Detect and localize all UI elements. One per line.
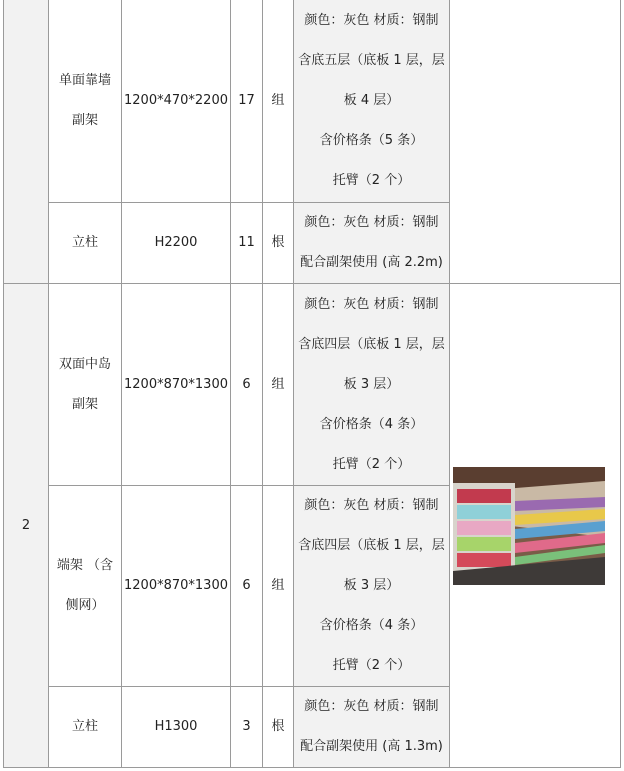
qty-cell: 3 <box>231 687 263 768</box>
size-cell: H1300 <box>122 687 231 768</box>
spec-line: 颜色：灰色 材质：钢制 <box>304 699 439 714</box>
spec-line: 含底四层（底板 1 层，层 <box>298 336 445 352</box>
item-name-cell <box>49 687 122 768</box>
qty-cell: 6 <box>231 486 263 687</box>
shelf-photo-art <box>453 467 605 585</box>
spec-line: 托臂（2 个） <box>332 456 411 472</box>
spec-table <box>3 0 621 768</box>
unit-cell: 根 <box>263 687 294 768</box>
shelf-photo <box>453 467 605 585</box>
item-name-line: 双面中岛 <box>58 356 111 372</box>
qty-cell: 6 <box>231 284 263 486</box>
table-row <box>4 284 621 486</box>
spec-line: 颜色：灰色 材质：钢制 <box>304 215 439 230</box>
size-cell: H2200 <box>122 203 231 284</box>
photo-cell <box>450 284 621 768</box>
item-name-cell <box>49 284 122 486</box>
qty-cell: 17 <box>231 0 263 203</box>
spec-line: 含价格条（4 条） <box>319 618 424 633</box>
item-name-line: 端架 （含 <box>56 558 114 573</box>
item-name-line: 立柱 <box>71 719 98 734</box>
spec-line: 含底五层（底板 1 层，层 <box>298 53 445 68</box>
spec-line: 颜色：灰色 材质：钢制 <box>304 296 439 312</box>
size-cell: 1200*870*1300 <box>122 486 231 687</box>
item-name-line: 单面靠墙 <box>58 73 111 88</box>
spec-line: 托臂（2 个） <box>332 658 411 673</box>
spec-line: 含价格条（5 条） <box>319 133 424 148</box>
item-name-line: 副架 <box>71 396 98 412</box>
item-name-cell <box>49 0 122 203</box>
photo-cell <box>450 0 621 284</box>
size-cell: 1200*470*2200 <box>122 0 231 203</box>
spec-line: 含底四层（底板 1 层，层 <box>298 538 445 553</box>
unit-cell: 根 <box>263 203 294 284</box>
item-name-line: 立柱 <box>71 235 98 250</box>
item-name-cell <box>49 203 122 284</box>
spec-line: 颜色：灰色 材质：钢制 <box>304 498 439 513</box>
size-cell: 1200*870*1300 <box>122 284 231 486</box>
spec-cell <box>294 687 450 768</box>
spec-line: 托臂（2 个） <box>332 173 411 188</box>
spec-cell <box>294 486 450 687</box>
unit-cell: 组 <box>263 284 294 486</box>
spec-line: 配合副架使用 (高 2.2m) <box>300 255 443 270</box>
spec-line: 颜色：灰色 材质：钢制 <box>304 13 439 28</box>
seq-cell: 2 <box>4 284 49 768</box>
spec-cell <box>294 203 450 284</box>
qty-cell: 11 <box>231 203 263 284</box>
spec-line: 板 4 层） <box>343 93 400 108</box>
unit-cell: 组 <box>263 0 294 203</box>
table-row <box>4 0 621 203</box>
item-name-line: 副架 <box>71 113 98 128</box>
item-name-cell <box>49 486 122 687</box>
spec-line: 含价格条（4 条） <box>319 416 424 432</box>
spec-line: 配合副架使用 (高 1.3m) <box>300 739 443 754</box>
item-name-line: 侧网） <box>65 598 105 613</box>
spec-line: 板 3 层） <box>343 578 400 593</box>
spec-cell <box>294 284 450 486</box>
spec-cell <box>294 0 450 203</box>
unit-cell: 组 <box>263 486 294 687</box>
spec-line: 板 3 层） <box>343 376 400 392</box>
seq-cell <box>4 0 49 284</box>
